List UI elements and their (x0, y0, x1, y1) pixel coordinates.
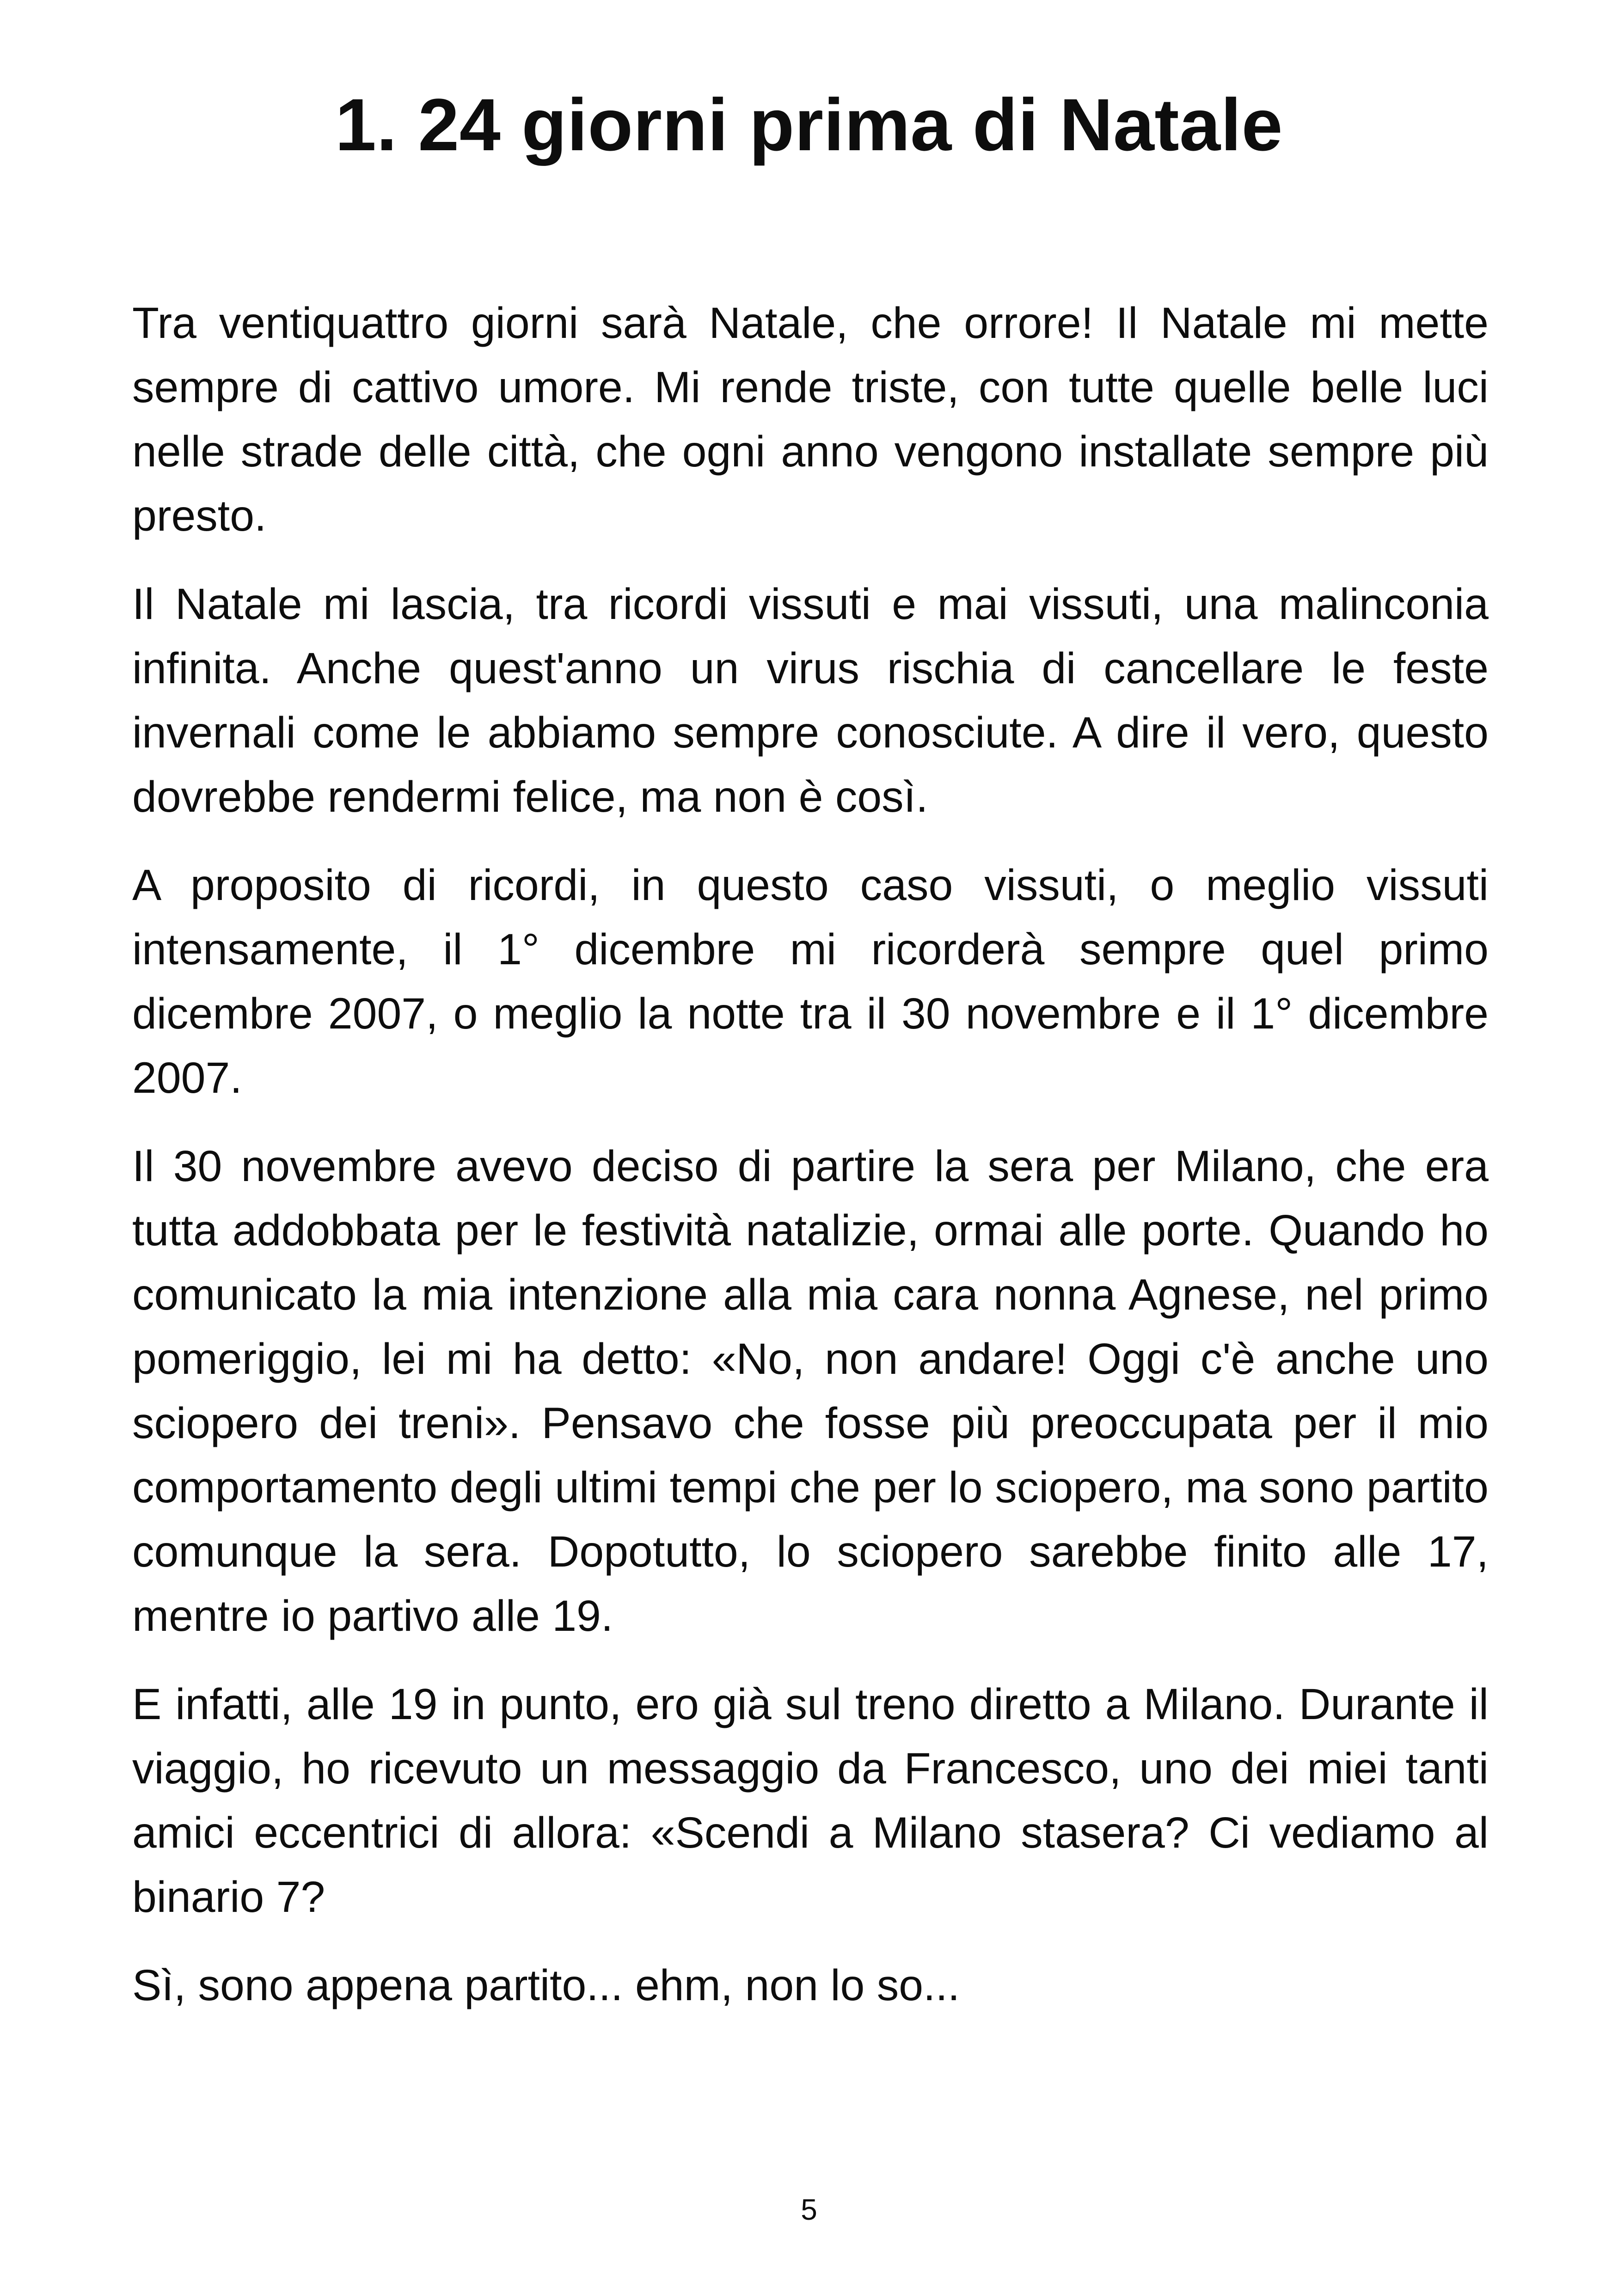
paragraph: Il 30 novembre avevo deciso di partire la sera per Milano, che era tutta addobbata per le festività natalizie, ormai alle porte. Quando ho comunicato la mia intenzione alla mia cara nonna Agnese, nel primo pomeriggio, lei mi ha detto: «No, non andare! Oggi c'è anche uno sciopero dei treni». Pensavo che fosse più preoccupata per il mio comportamento degli ultimi tempi che per lo sciopero, ma sono partito comunque la sera. Dopotutto, lo sciopero sarebbe finito alle 17, mentre io partivo alle 19. (132, 1142, 1489, 1641)
paragraph: Il Natale mi lascia, tra ricordi vissuti e mai vissuti, una malinconia infinita. Anche quest'anno un virus rischia di cancellare le feste invernali come le abbiamo sempre conosciute. A dire il vero, questo dovrebbe rendermi felice, ma non è così. (132, 580, 1489, 821)
page-number: 5 (801, 2193, 817, 2226)
paragraph: A proposito di ricordi, in questo caso vissuti, o meglio vissuti intensamente, il 1° dicembre mi ricorderà sempre quel primo dicembre 2007, o meglio la notte tra il 30 novembre e il 1° dicembre 2007. (132, 861, 1489, 1102)
paragraph: Sì, sono appena partito... ehm, non lo so... (132, 1961, 960, 2010)
chapter-title: 1. 24 giorni prima di Natale (335, 83, 1283, 166)
paragraph: E infatti, alle 19 in punto, ero già sul treno diretto a Milano. Durante il viaggio, ho ricevuto un messaggio da Francesco, uno dei miei tanti amici eccentrici di allora: «Scendi a Milano stasera? Ci vediamo al binario 7? (132, 1680, 1489, 1922)
paragraph: Tra ventiquattro giorni sarà Natale, che orrore! Il Natale mi mette sempre di cattivo umore. Mi rende triste, con tutte quelle belle luci nelle strade delle città, che ogni anno vengono installate sempre più presto. (132, 299, 1489, 540)
chapter-body (132, 291, 1489, 2042)
